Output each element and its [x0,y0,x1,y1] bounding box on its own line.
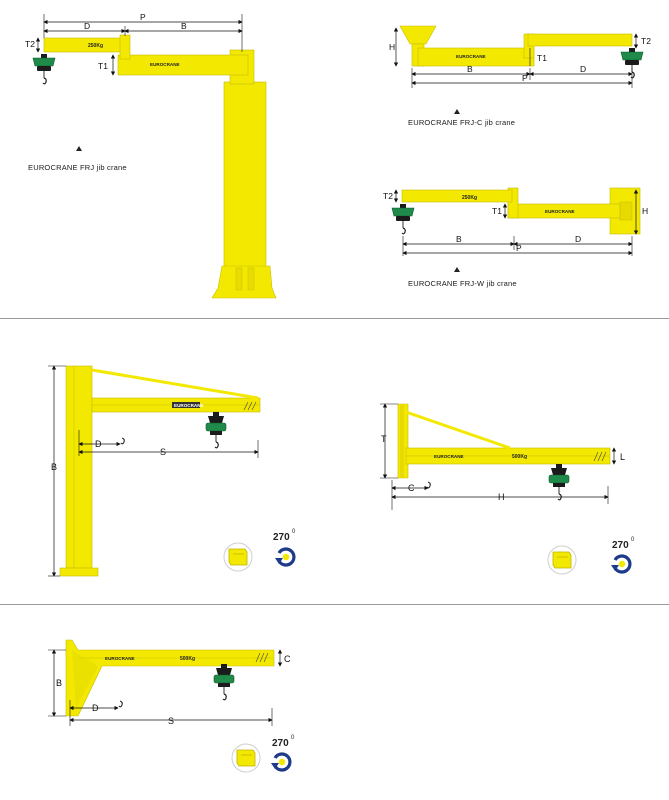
wallbracket-rotation-icon [271,754,290,770]
frjc-dim-b: B [467,64,473,74]
frjw-hoist-icon [392,204,414,234]
frjw-brand-label: EUROCRANE [545,209,575,214]
frjc-dim-h: H [389,42,396,52]
frjw-dim-d: D [575,234,582,244]
frj-brand-label: EUROCRANE [150,62,180,67]
wall-rotation-label: 270 [612,540,629,551]
frjw-dim-h: H [642,206,649,216]
frjc-outer-arm [528,34,632,46]
wallbracket-dim-s: S [168,716,175,726]
frjw-jib-crane [383,188,648,288]
pillar-tie-rod [92,370,258,398]
frjw-dim-p: P [516,243,522,253]
frj-dim-t1: T1 [98,61,108,71]
wall-degree-sign: 0 [631,537,635,543]
wallbracket-profile-icon [232,744,260,772]
wall-dim-hook-icon [427,482,430,488]
pillar-dim-d: D [95,439,102,449]
frj-base [212,266,276,298]
frj-jib-crane [25,12,276,298]
wall-tie-rod [406,412,510,448]
wallbracket-dim-c: C [284,654,291,664]
wallbracket-hoist-icon [214,664,234,700]
frjw-outer-arm [402,190,512,202]
pillar-dim-b: B [51,462,58,472]
frjw-dim-t1: T1 [492,206,502,216]
wall-dim-t: T [381,434,387,444]
frjc-dim-t2: T2 [641,36,651,46]
wall-load-label: 500Kg [512,454,528,460]
wall-jib-crane [380,404,635,574]
wallbracket-load-label: 500Kg [180,656,196,662]
frj-inner-arm [118,55,248,75]
frjw-load-label: 250Kg [462,195,478,201]
frjc-jib-crane [389,26,651,127]
wallbracket-rotation-label: 270 [272,738,289,749]
pillar-jib-crane [48,366,296,576]
frjc-dim-t1: T1 [537,53,547,63]
pillar-base [60,568,98,576]
pillar-dim-hook-icon [121,438,124,444]
wallbracket-brand-label: EUROCRANE [105,656,135,661]
frj-dim-p: P [140,12,146,22]
wallbracket-jib-crane [48,640,295,772]
wall-rotation-icon [611,556,630,572]
pillar-column [66,366,92,568]
frj-outer-arm [44,38,124,52]
pillar-profile-icon [224,543,252,571]
wallbracket-degree-sign: 0 [291,735,295,741]
pillar-rotation-label: 270 [273,532,290,543]
frjc-dim-d: D [580,64,587,74]
pillar-dim-s: S [160,447,167,457]
wallbracket-dim-b: B [56,678,63,688]
wall-brand-label: EUROCRANE [434,454,464,459]
frj-caption: EUROCRANE FRJ jib crane [28,163,127,172]
wallbracket-dim-d: D [92,703,99,713]
frj-column [224,82,266,284]
frj-dim-t2: T2 [25,39,35,49]
wall-profile-icon [548,546,576,574]
frjc-brand-label: EUROCRANE [456,54,486,59]
frjc-dim-p: P [522,73,528,83]
wall-dim-h: H [498,492,505,502]
pillar-rotation-icon [275,549,294,565]
frjw-caption: EUROCRANE FRJ-W jib crane [408,279,517,288]
frjc-ceiling-mount [400,26,436,44]
frjw-dim-b: B [456,234,462,244]
wall-dim-c: C [408,483,415,493]
frjc-caption: EUROCRANE FRJ-C jib crane [408,118,516,127]
frjw-dim-t2: T2 [383,191,393,201]
frj-hoist-icon [33,54,55,84]
frj-dim-b: B [181,21,187,31]
frj-dim-d: D [84,21,91,31]
pillar-hoist-icon [206,412,226,448]
wall-dim-l: L [620,452,626,462]
frj-load-label: 250Kg [88,43,104,49]
pillar-brand-label: EUROCRANE [174,403,204,408]
wallbracket-dim-hook-icon [119,701,122,707]
pillar-degree-sign: 0 [292,529,296,535]
wall-hoist-icon [549,464,569,500]
